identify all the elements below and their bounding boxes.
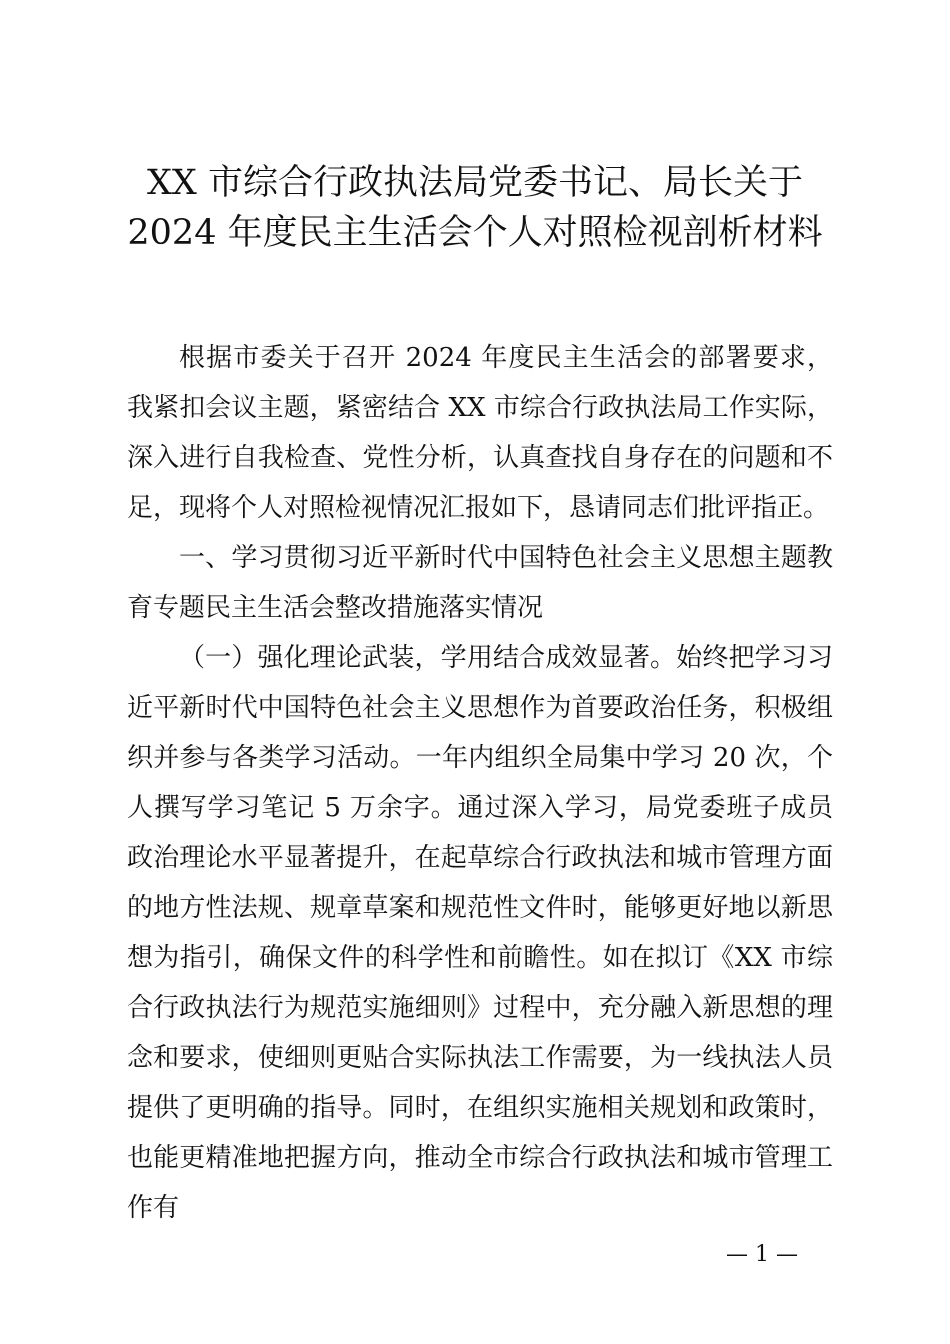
intro-paragraph: 根据市委关于召开 2024 年度民主生活会的部署要求，我紧扣会议主题，紧密结合 XX 市综合行政执法局工作实际，深入进行自我检查、党性分析，认真查找自身存在的问题和不足，现将个人对照检视情况汇报如下，恳请同志们批评指正。 — [127, 343, 833, 523]
page-number: — 1 — — [726, 1242, 798, 1267]
document-body — [127, 333, 833, 1233]
title-line-2: 2024 年度民主生活会个人对照检视剖析材料 — [127, 213, 823, 253]
section-heading-1: 一、学习贯彻习近平新时代中国特色社会主义思想主题教育专题民主生活会整改措施落实情况 — [127, 543, 833, 623]
subsection-paragraph-1: （一）强化理论武装，学用结合成效显著。始终把学习习近平新时代中国特色社会主义思想作为首要政治任务，积极组织并参与各类学习活动。一年内组织全局集中学习 20 次，个人撰写学习笔记 5 万余字。通过深入学习，局党委班子成员政治理论水平显著提升，在起草综合行政执法和城市管理方面的地方性法规、规章草案和规范性文件时，能够更好地以新思想为指引，确保文件的科学性和前瞻性。如在拟订《XX 市综合行政执法行为规范实施细则》过程中，充分融入新思想的理念和要求，使细则更贴合实际执法工作需要，为一线执法人员提供了更明确的指导。同时，在组织实施相关规划和政策时，也能更精准地把握方向，推动全市综合行政执法和城市管理工作有 — [127, 643, 833, 1223]
document-title — [100, 158, 850, 258]
title-line-1: XX 市综合行政执法局党委书记、局长关于 — [147, 163, 803, 203]
